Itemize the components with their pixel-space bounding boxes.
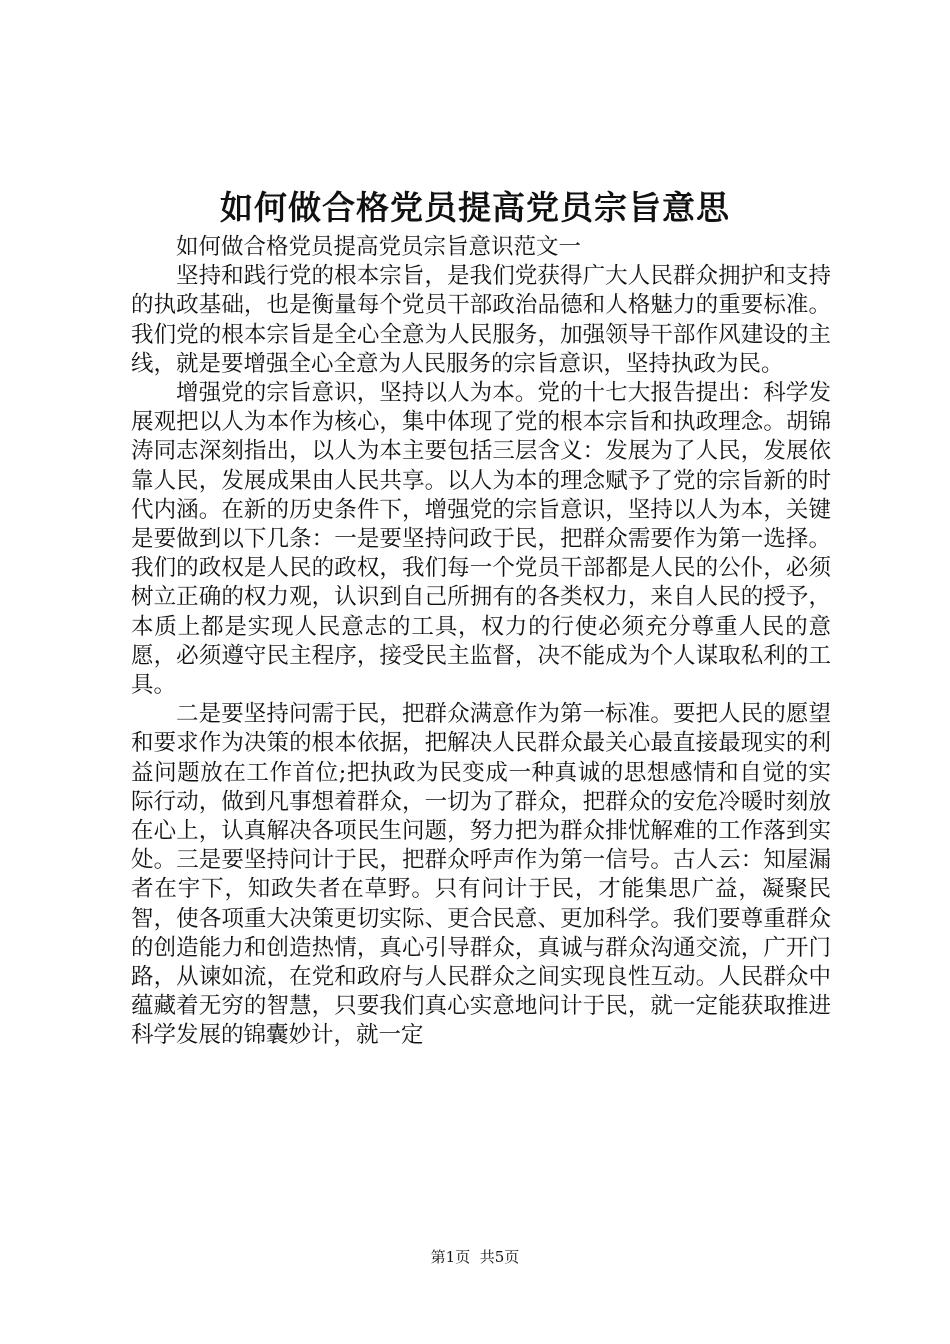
document-title: 如何做合格党员提高党员宗旨意思	[220, 188, 730, 227]
document-body	[131, 233, 831, 1051]
page-footer	[0, 1247, 950, 1267]
page-total: 共5页	[479, 1248, 520, 1266]
page-number: 第1页	[430, 1248, 471, 1266]
body-paragraph: 坚持和践行党的根本宗旨，是我们党获得广大人民群众拥护和支持的执政基础，也是衡量每个党员干部政治品德和人格魅力的重要标准。我们党的根本宗旨是全心全意为人民服务，加强领导干部作风建设的主线，就是要增强全心全意为人民服务的宗旨意识，坚持执政为民。	[131, 263, 831, 377]
body-paragraph: 增强党的宗旨意识，坚持以人为本。党的十七大报告提出：科学发展观把以人为本作为核心，集中体现了党的根本宗旨和执政理念。胡锦涛同志深刻指出，以人为本主要包括三层含义：发展为了人民，发展依靠人民，发展成果由人民共享。以人为本的理念赋予了党的宗旨新的时代内涵。在新的历史条件下，增强党的宗旨意识，坚持以人为本，关键是要做到以下几条：一是要坚持问政于民，把群众需要作为第一选择。我们的政权是人民的政权，我们每一个党员干部都是人民的公仆，必须树立正确的权力观，认识到自己所拥有的各类权力，来自人民的授予，本质上都是实现人民意志的工具，权力的行使必须充分尊重人民的意愿，必须遵守民主程序，接受民主监督，决不能成为个人谋取私利的工具。	[131, 380, 831, 699]
subtitle-paragraph: 如何做合格党员提高党员宗旨意识范文一	[176, 234, 582, 260]
body-paragraph: 二是要坚持问需于民，把群众满意作为第一标准。要把人民的愿望和要求作为决策的根本依据，把解决人民群众最关心最直接最现实的利益问题放在工作首位;把执政为民变成一种真诚的思想感情和自觉的实际行动，做到凡事想着群众，一切为了群众，把群众的安危冷暖时刻放在心上，认真解决各项民生问题，努力把为群众排忧解难的工作落到实处。三是要坚持问计于民，把群众呼声作为第一信号。古人云：知屋漏者在宇下，知政失者在草野。只有问计于民，才能集思广益，凝聚民智，使各项重大决策更切实际、更合民意、更加科学。我们要尊重群众的创造能力和创造热情，真心引导群众，真诚与群众沟通交流，广开门路，从谏如流，在党和政府与人民群众之间实现良性互动。人民群众中蕴藏着无穷的智慧，只要我们真心实意地问计于民，就一定能获取推进科学发展的锦囊妙计，就一定	[131, 701, 831, 1049]
